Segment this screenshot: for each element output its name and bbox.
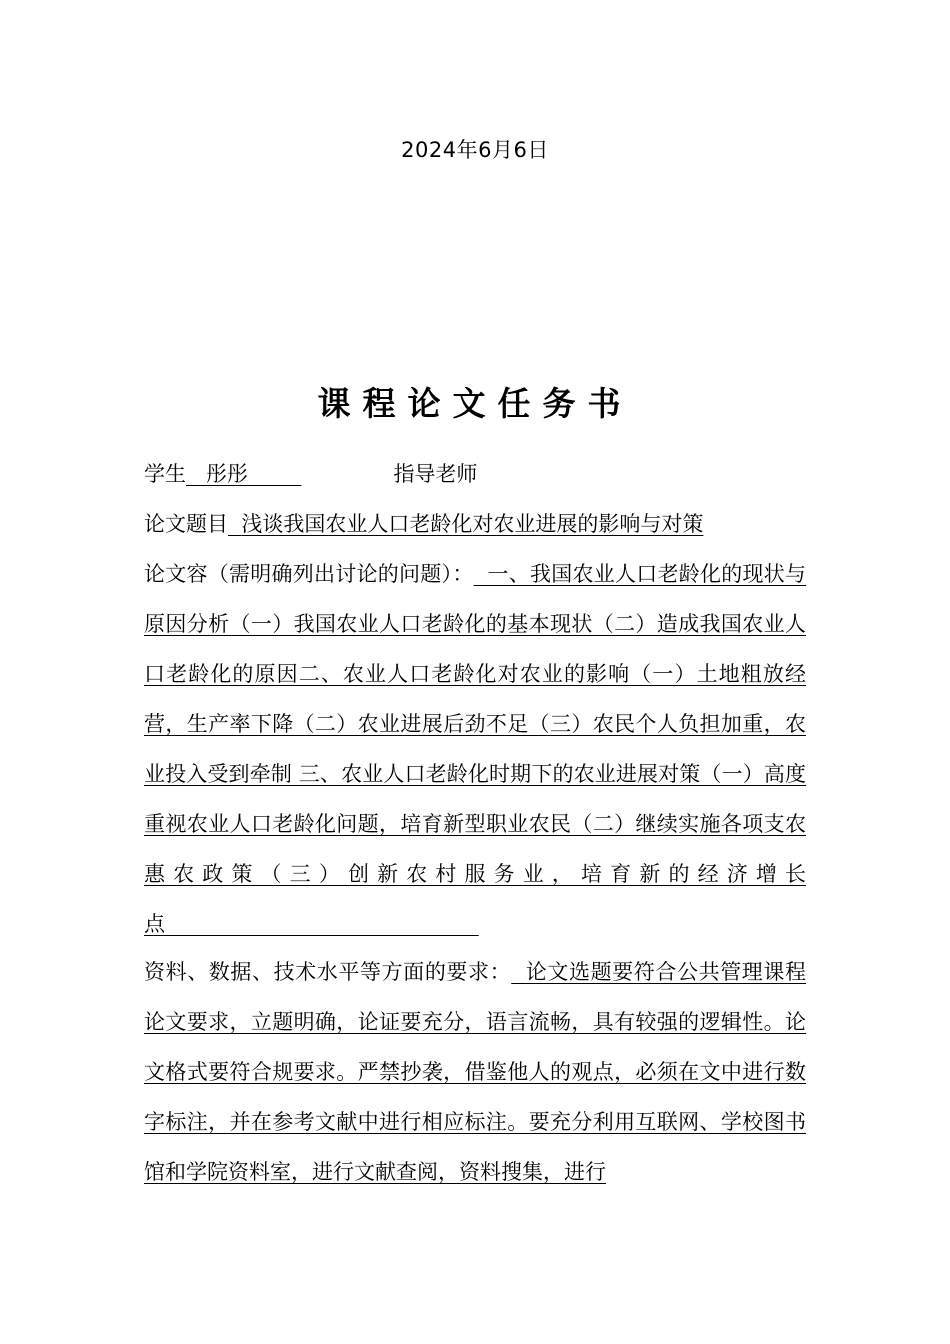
document-date: 2024年6月6日 (401, 138, 549, 162)
document-title: 课程论文任务书 (317, 384, 633, 423)
content-paragraph (144, 549, 806, 949)
requirements-value: 论文选题要符合公共管理课程论文要求，立题明确，论证要充分，语言流畅，具有较强的逻辑性。论文格式要符合规要求。严禁抄袭，借鉴他人的观点，必须在文中进行数字标注，并在参考文献中进行相应标注。要充分利用互联网、学校图书馆和学院资料室，进行文献查阅，资料搜集，进行 (144, 960, 807, 1184)
content-label: 论文容（需明确列出讨论的问题）： (144, 562, 474, 586)
topic-label: 论文题目 (144, 512, 228, 536)
student-name: 彤彤 (206, 462, 249, 486)
student-advisor-row (144, 449, 806, 499)
content-value: 一、我国农业人口老龄化的现状与原因分析（一）我国农业人口老龄化的基本现状（二）造成我国农业人口老龄化的原因二、农业人口老龄化对农业的影响（一）土地粗放经营，生产率下降（二）农业进展后劲不足（三）农民个人负担加重，农业投入受到牵制 三、农业人口老龄化时期下的农业进展对策（一）高度重视农业人口老龄化问题，培育新型职业农民（二）继续实施各项支农惠农政策（三）创新农村服务业，培育新的经济增长点 (144, 562, 806, 936)
requirements-label: 资料、数据、技术水平等方面的要求： (144, 960, 512, 984)
topic-value: 浅谈我国农业人口老龄化对农业进展的影响与对策 (241, 512, 704, 536)
requirements-paragraph (144, 947, 806, 1197)
topic-row (144, 499, 806, 549)
advisor-label: 指导老师 (393, 462, 478, 486)
student-label: 学生 (144, 462, 186, 486)
